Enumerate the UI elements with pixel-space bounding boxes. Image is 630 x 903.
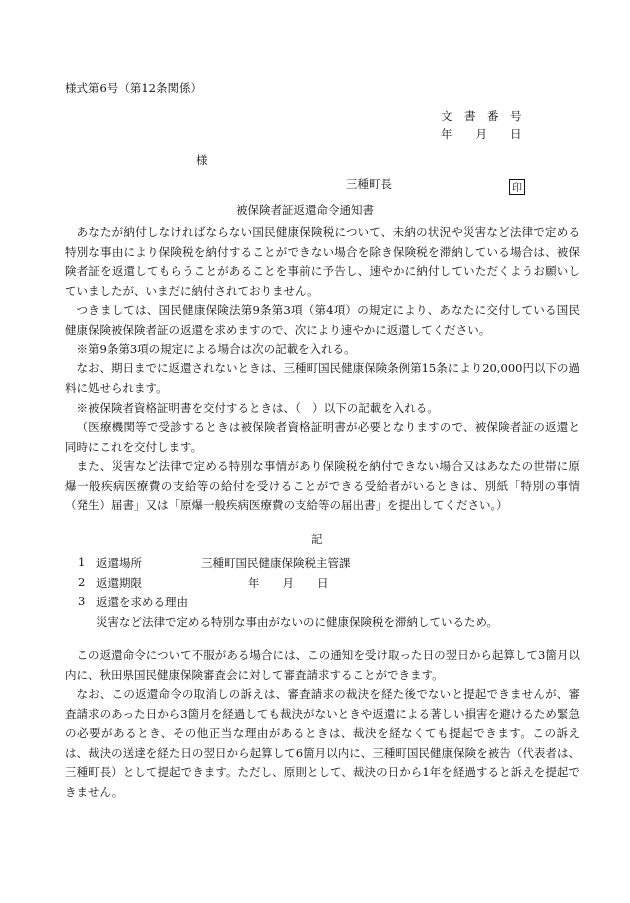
body-paragraph-3: なお、期日までに返還されないときは、三種町国民健康保険条例第15条により20,000円以下の過料に処せられます。 bbox=[65, 361, 580, 395]
item-3-number: 3 bbox=[78, 594, 86, 608]
ki-heading: 記 bbox=[311, 532, 323, 546]
item-1-label: 返還場所 bbox=[96, 556, 142, 570]
item-3-label: 返還を求める理由 bbox=[96, 595, 188, 609]
body-note-1: ※第9条第3項の規定による場合は次の記載を入れる。 bbox=[76, 342, 356, 356]
item-2-label: 返還期限 bbox=[96, 576, 142, 590]
item-1-value: 三種町国民健康保険税主管課 bbox=[201, 556, 351, 570]
document-title: 被保険者証返還命令通知書 bbox=[236, 203, 374, 217]
seal-mark bbox=[509, 176, 525, 195]
body-paragraph-5: また、災害など法律で定める特別な事情があり保険税を納付できない場合又はあなたの世帯に原爆一般疾病医療費の支給等の給付を受けることができる受給者がいるときは、別紙「特別の事情（発生）届書」又は「原爆一般疾病医療費の支給等の届出書」を提出してください。） bbox=[65, 459, 580, 513]
body-paragraph-1: あなたが納付しなければならない国民健康保険税について、未納の状況や災害など法律で定める特別な事由により保険税を納付することができない場合を除き保険税を滞納している場合は、被保険者証を返還してもらうことがあることを事前に予告し、速やかに納付していただくようお願いしていましたが、いまだに納付されておりません。 bbox=[65, 225, 580, 298]
item-2-value: 年 月 日 bbox=[248, 576, 329, 590]
body-note-2: ※被保険者資格証明書を交付するときは、（ ）以下の記載を入れる。 bbox=[76, 401, 439, 415]
issue-date: 年 月 日 bbox=[441, 127, 522, 141]
document-number-label: 文 書 番 号 bbox=[441, 109, 522, 123]
footer-paragraph-2: なお、この返還命令の取消しの訴えは、審査請求の裁決を経た後でないと提起できませんが、審査請求のあった日から3箇月を経過しても裁決がないときや返還による著しい損害を避けるため緊急の必要があるとき、その他正当な理由があるときは、裁決を経なくても提起できます。この訴えは、裁決の送達を経た日の翌日から起算して6箇月以内に、三種町国民健康保険を被告（代表者は、三種町長）として提起できます。ただし、原則として、裁決の日から1年を経過すると訴えを提起できません。 bbox=[65, 687, 580, 799]
footer-paragraph-1: この返還命令について不服がある場合には、この通知を受け取った日の翌日から起算して3箇月以内に、秋田県国民健康保険審査会に対して審査請求することができます。 bbox=[65, 648, 580, 682]
form-number: 様式第6号（第12条関係） bbox=[65, 81, 202, 95]
item-1-number: 1 bbox=[78, 555, 86, 569]
addressee-suffix: 様 bbox=[196, 153, 208, 167]
body-paragraph-4: （医療機関等で受診するときは被保険者資格証明書が必要となりますので、被保険者証の返還と同時にこれを交付します。 bbox=[65, 420, 580, 454]
body-paragraph-2: つきましては、国民健康保険法第9条第3項（第4項）の規定により、あなたに交付している国民健康保険被保険者証の返還を求めますので、次により速やかに返還してください。 bbox=[65, 303, 580, 337]
item-3-value: 災害など法律で定める特別な事由がないのに健康保険税を滞納しているため。 bbox=[96, 615, 499, 629]
item-2-number: 2 bbox=[78, 575, 86, 589]
seal-glyph: 印 bbox=[509, 179, 525, 195]
issuer-name: 三種町長 bbox=[346, 177, 392, 191]
